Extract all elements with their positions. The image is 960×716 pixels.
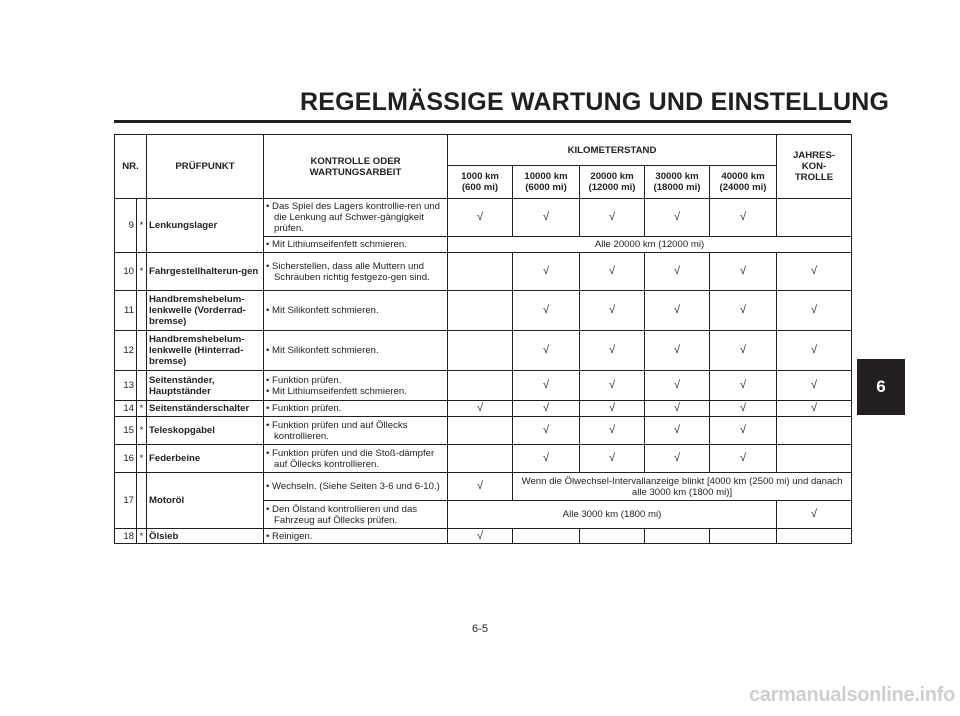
- table-row: [115, 291, 852, 331]
- star-mark: *: [137, 253, 147, 291]
- check-mark: √: [710, 417, 777, 445]
- row-work: • Das Spiel des Lagers kontrollie-ren und die Lenkung auf Schwer-gängigkeit prüfen.: [264, 199, 448, 237]
- empty-cell: [448, 445, 513, 473]
- interval-span: Alle 3000 km (1800 mi): [448, 501, 777, 529]
- check-mark: √: [513, 401, 580, 417]
- check-mark: √: [710, 445, 777, 473]
- check-mark: √: [580, 445, 645, 473]
- header-km-2: 10000 km (6000 mi): [513, 166, 580, 199]
- check-mark: √: [513, 417, 580, 445]
- watermark: carmanualsonline.info: [749, 684, 955, 706]
- row-point: Motoröl: [147, 473, 264, 529]
- header-km-group: KILOMETERSTAND: [448, 135, 777, 166]
- check-mark: √: [448, 401, 513, 417]
- star-mark-empty: [137, 371, 147, 401]
- check-mark: √: [645, 291, 710, 331]
- empty-cell: [777, 529, 852, 544]
- empty-cell: [448, 371, 513, 401]
- row-nr: 9: [115, 199, 137, 253]
- row-nr: 16: [115, 445, 137, 473]
- check-mark: √: [645, 253, 710, 291]
- row-point: Teleskopgabel: [147, 417, 264, 445]
- row-nr: 17: [115, 473, 137, 529]
- page-number: 6-5: [472, 623, 488, 635]
- row-nr: 13: [115, 371, 137, 401]
- check-mark: √: [710, 291, 777, 331]
- empty-cell: [777, 445, 852, 473]
- row-work: • Reinigen.: [264, 529, 448, 544]
- row-nr: 18: [115, 529, 137, 544]
- check-mark: √: [513, 199, 580, 237]
- check-mark: √: [513, 331, 580, 371]
- row-point: Handbremshebelum-lenkwelle (Hinterrad-bremse): [147, 331, 264, 371]
- check-mark: √: [580, 417, 645, 445]
- check-mark: √: [513, 445, 580, 473]
- header-annual-line1: JAHRES-: [792, 150, 836, 161]
- row-nr: 15: [115, 417, 137, 445]
- check-mark: √: [513, 253, 580, 291]
- row-work: • Wechseln. (Siehe Seiten 3-6 und 6-10.): [264, 473, 448, 501]
- row-work: • Mit Silikonfett schmieren.: [264, 331, 448, 371]
- table-row: [115, 253, 852, 291]
- header-work-line2: WARTUNGSARBEIT: [309, 166, 402, 178]
- star-mark: *: [137, 401, 147, 417]
- check-mark: √: [580, 371, 645, 401]
- header-km-5: 40000 km (24000 mi): [710, 166, 777, 199]
- empty-cell: [777, 199, 852, 237]
- check-mark: √: [513, 371, 580, 401]
- check-mark: √: [448, 199, 513, 237]
- check-mark: √: [645, 199, 710, 237]
- star-mark: *: [137, 199, 147, 253]
- empty-cell: [448, 253, 513, 291]
- maintenance-table: [114, 134, 852, 544]
- row-nr: 12: [115, 331, 137, 371]
- row-work: • Mit Lithiumseifenfett schmieren.: [264, 237, 448, 253]
- empty-cell: [710, 529, 777, 544]
- table-row: [115, 331, 852, 371]
- row-nr: 11: [115, 291, 137, 331]
- check-mark: √: [777, 501, 852, 529]
- empty-cell: [580, 529, 645, 544]
- row-point: Federbeine: [147, 445, 264, 473]
- star-mark-empty: [137, 291, 147, 331]
- check-mark: √: [777, 253, 852, 291]
- check-mark: √: [645, 371, 710, 401]
- star-mark: *: [137, 529, 147, 544]
- section-tab: 6: [857, 359, 905, 415]
- title-rule: [114, 120, 851, 123]
- header-annual-line3: TROLLE: [794, 172, 834, 183]
- check-mark: √: [645, 331, 710, 371]
- row-point: Ölsieb: [147, 529, 264, 544]
- table-row: [115, 199, 852, 237]
- empty-cell: [513, 529, 580, 544]
- row-nr: 10: [115, 253, 137, 291]
- empty-cell: [777, 417, 852, 445]
- row-work: • Sicherstellen, dass alle Muttern und Schrauben richtig festgezo-gen sind.: [264, 253, 448, 291]
- header-km-1: 1000 km (600 mi): [448, 166, 513, 199]
- check-mark: √: [645, 401, 710, 417]
- check-mark: √: [580, 401, 645, 417]
- table-row: [115, 445, 852, 473]
- empty-cell: [448, 331, 513, 371]
- star-mark: *: [137, 445, 147, 473]
- star-mark: *: [137, 417, 147, 445]
- check-mark: √: [580, 253, 645, 291]
- header-nr: NR.: [115, 135, 147, 199]
- row-point: Lenkungslager: [147, 199, 264, 253]
- table-row: [115, 371, 852, 401]
- table-row: [115, 529, 852, 544]
- check-mark: √: [580, 199, 645, 237]
- row-nr: 14: [115, 401, 137, 417]
- interval-span: Wenn die Ölwechsel-Intervallanzeige blinkt [4000 km (2500 mi) und danach alle 3000 km (1800 mi)]: [513, 473, 852, 501]
- table-row: [115, 401, 852, 417]
- header-work-line1: KONTROLLE ODER: [310, 155, 401, 167]
- header-km-4: 30000 km (18000 mi): [645, 166, 710, 199]
- check-mark: √: [777, 291, 852, 331]
- empty-cell: [448, 291, 513, 331]
- header-work: [264, 135, 448, 199]
- check-mark: √: [580, 291, 645, 331]
- empty-cell: [645, 529, 710, 544]
- row-work: • Funktion prüfen.: [264, 401, 448, 417]
- empty-cell: [448, 417, 513, 445]
- check-mark: √: [710, 253, 777, 291]
- check-mark: √: [777, 401, 852, 417]
- header-point: PRÜFPUNKT: [147, 135, 264, 199]
- check-mark: √: [710, 371, 777, 401]
- header-km-3: 20000 km (12000 mi): [580, 166, 645, 199]
- check-mark: √: [710, 331, 777, 371]
- row-work: • Den Ölstand kontrollieren und das Fahrzeug auf Öllecks prüfen.: [264, 501, 448, 529]
- header-annual: [777, 135, 852, 199]
- row-point: Seitenständer, Hauptständer: [147, 371, 264, 401]
- check-mark: √: [777, 371, 852, 401]
- page-title: REGELMÄSSIGE WARTUNG UND EINSTELLUNG: [300, 88, 890, 116]
- check-mark: √: [448, 529, 513, 544]
- check-mark: √: [710, 401, 777, 417]
- check-mark: √: [580, 331, 645, 371]
- star-mark-empty: [137, 331, 147, 371]
- row-work: • Funktion prüfen. • Mit Lithiumseifenfett schmieren.: [264, 371, 448, 401]
- table-row: [115, 417, 852, 445]
- star-mark-empty: [137, 473, 147, 529]
- check-mark: √: [777, 331, 852, 371]
- row-work: • Funktion prüfen und auf Öllecks kontrollieren.: [264, 417, 448, 445]
- row-point: Seitenständerschalter: [147, 401, 264, 417]
- check-mark: √: [710, 199, 777, 237]
- row-point: Fahrgestellhalterun-gen: [147, 253, 264, 291]
- row-work: • Funktion prüfen und die Stoß-dämpfer auf Öllecks kontrollieren.: [264, 445, 448, 473]
- table-row: [115, 473, 852, 501]
- interval-span: Alle 20000 km (12000 mi): [448, 237, 852, 253]
- row-work: • Mit Silikonfett schmieren.: [264, 291, 448, 331]
- check-mark: √: [513, 291, 580, 331]
- check-mark: √: [645, 417, 710, 445]
- row-point: Handbremshebelum-lenkwelle (Vorderrad-bremse): [147, 291, 264, 331]
- header-annual-line2: KON-: [801, 161, 827, 172]
- check-mark: √: [645, 445, 710, 473]
- check-mark: √: [448, 473, 513, 501]
